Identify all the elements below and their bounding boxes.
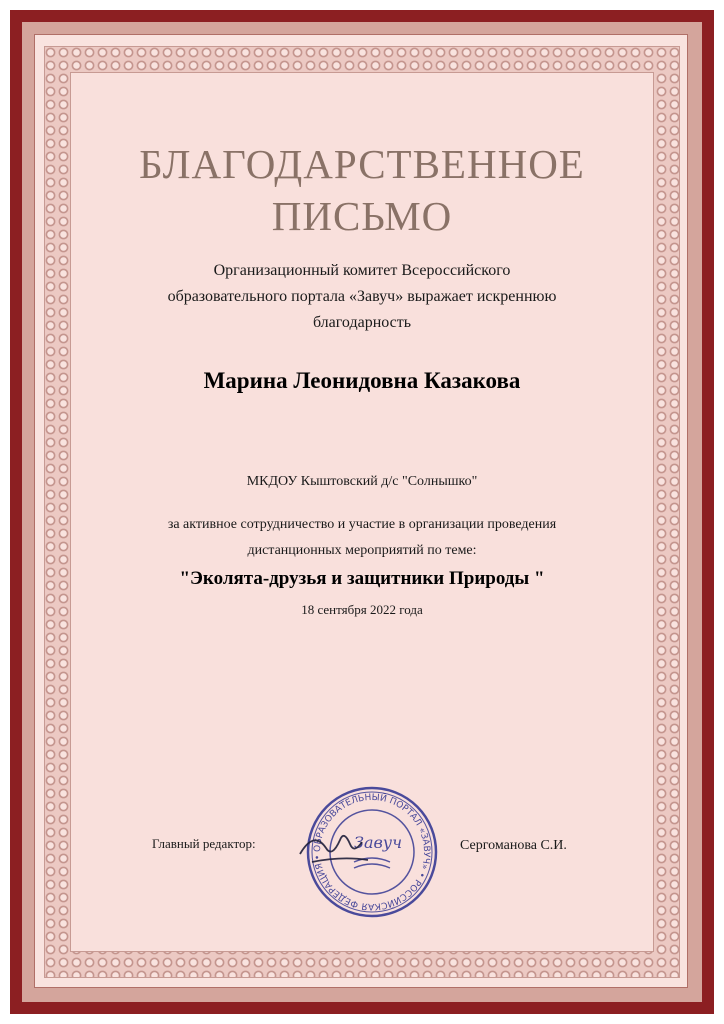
intro-line-3: благодарность — [312, 314, 412, 331]
recipient-name: Марина Леонидовна Казакова — [203, 368, 521, 393]
event-date: 18 сентября 2022 года — [301, 602, 423, 617]
stamp-ring-text: ОБРАЗОВАТЕЛЬНЫЙ ПОРТАЛ «ЗАВУЧ» • РОССИЙСКАЯ ФЕДЕРАЦИЯ • — [312, 792, 432, 912]
event-topic: "Эколята-друзья и защитники Природы " — [179, 568, 545, 589]
intro-line-1: Организационный комитет Всероссийского — [213, 262, 511, 279]
official-stamp — [292, 782, 452, 922]
stamp-center-text: Завуч — [353, 833, 403, 852]
reason-line-1: за активное сотрудничество и участие в организации проведения — [167, 517, 557, 532]
organization-name: МКДОУ Кыштовский д/с "Солнышко" — [246, 474, 478, 489]
title-line-2: ПИСЬМО — [271, 193, 453, 239]
signatory-name: Сергоманова С.И. — [460, 838, 567, 853]
title-line-1: БЛАГОДАРСТВЕННОЕ — [139, 141, 585, 187]
intro-line-2: образовательного портала «Завуч» выражает искреннюю — [167, 288, 557, 305]
certificate-title — [70, 138, 654, 242]
intro-text — [100, 258, 624, 336]
stamp-outer-ring — [308, 788, 436, 916]
stamp-inner-ring — [330, 810, 414, 894]
reason-text — [70, 512, 654, 564]
reason-line-2: дистанционных мероприятий по теме: — [247, 543, 477, 558]
signature-label: Главный редактор: — [152, 836, 256, 851]
